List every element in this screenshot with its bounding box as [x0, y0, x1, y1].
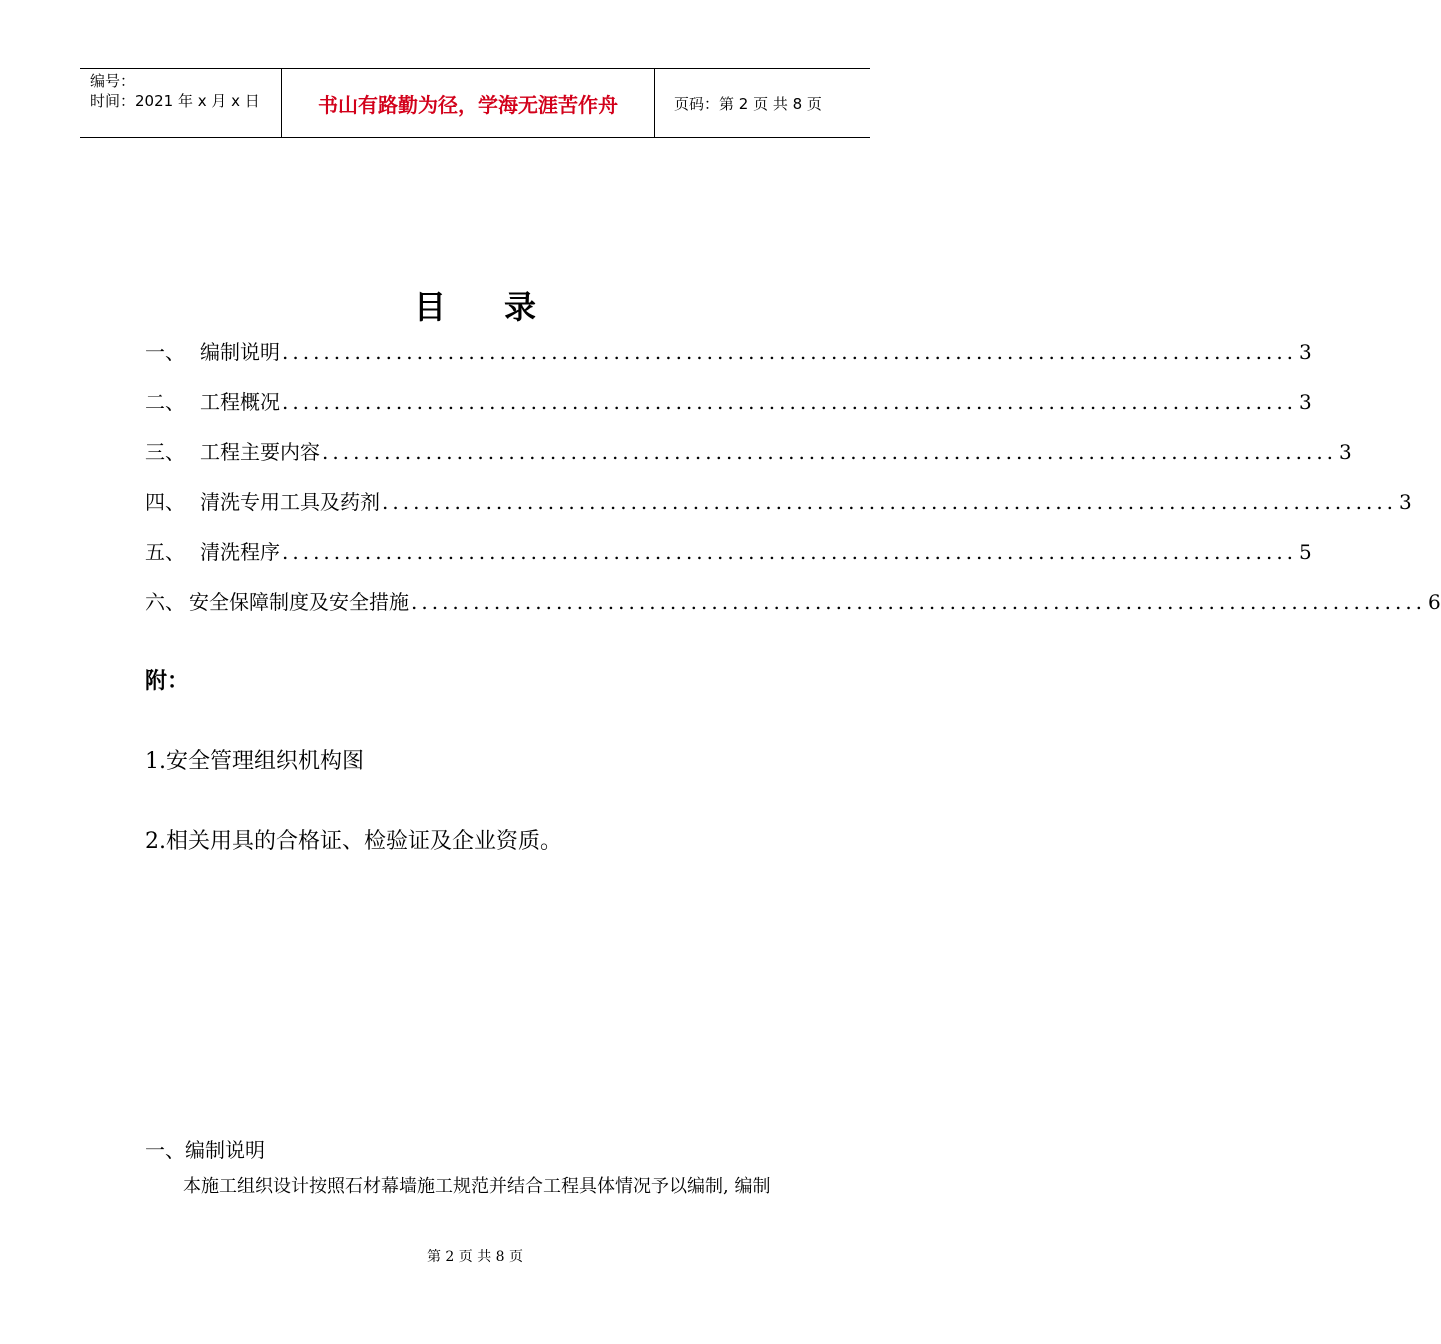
header-table	[80, 68, 870, 138]
attachment-item: 1.安全管理组织机构图	[145, 749, 364, 774]
toc-page: 3	[1399, 490, 1412, 514]
toc-dots: ..................................................................................................	[282, 340, 1298, 364]
attachment-item: 2.相关用具的合格证、检验证及企业资质。	[145, 829, 562, 854]
toc-dots: ..................................................................................................	[411, 590, 1427, 614]
page-footer: 第 2 页 共 8 页	[426, 1249, 524, 1265]
title-right: 录	[504, 288, 537, 326]
time-label: 时间：2021 年 x 月 x 日	[90, 92, 260, 110]
toc-label: 清洗专用工具及药剂	[200, 490, 380, 514]
toc-label: 安全保障制度及安全措施	[189, 590, 409, 614]
toc-num: 六、	[145, 590, 185, 614]
toc-row[interactable]	[145, 486, 1412, 516]
toc-page: 5	[1299, 540, 1312, 564]
attachments-heading: 附：	[145, 669, 190, 694]
toc-num: 一、	[145, 340, 185, 364]
toc-label: 编制说明	[200, 340, 280, 364]
toc-num: 五、	[145, 540, 185, 564]
section-paragraph: 本施工组织设计按照石材幕墙施工规范并结合工程具体情况予以编制, 编制	[183, 1176, 771, 1197]
toc-dots: ..................................................................................................	[282, 540, 1298, 564]
toc-row[interactable]	[145, 386, 1312, 416]
toc-dots: ..................................................................................................	[282, 390, 1298, 414]
toc-page: 3	[1339, 440, 1352, 464]
number-label: 编号：	[90, 72, 136, 90]
toc-row[interactable]	[145, 536, 1312, 566]
toc-label: 工程概况	[200, 390, 280, 414]
header-meta-cell	[80, 69, 280, 137]
toc-row[interactable]	[145, 336, 1312, 366]
toc-num: 二、	[145, 390, 185, 414]
toc-label: 工程主要内容	[200, 440, 320, 464]
toc-page: 3	[1299, 340, 1312, 364]
toc-num: 四、	[145, 490, 185, 514]
toc-row[interactable]	[145, 586, 1441, 616]
section-heading: 一、编制说明	[145, 1138, 265, 1162]
toc-num: 三、	[145, 440, 185, 464]
toc-row[interactable]	[145, 436, 1352, 466]
title-left: 目	[413, 288, 446, 326]
motto: 书山有路勤为径，学海无涯苦作舟	[281, 69, 655, 137]
toc-dots: ..................................................................................................	[322, 440, 1338, 464]
page-title	[0, 282, 950, 328]
toc-page: 3	[1299, 390, 1312, 414]
page-info: 页码：第 2 页 共 8 页	[674, 94, 822, 113]
toc-page: 6	[1428, 590, 1441, 614]
toc-dots: ..................................................................................................	[382, 490, 1398, 514]
toc-label: 清洗程序	[200, 540, 280, 564]
